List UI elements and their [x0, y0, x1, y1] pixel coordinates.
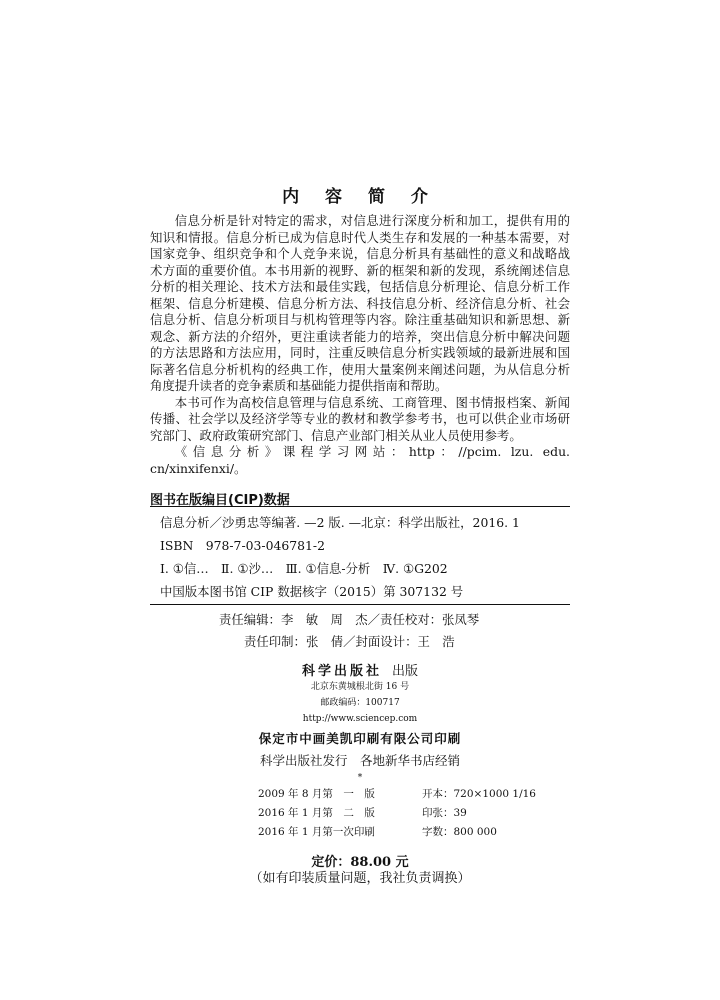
edition-date: 2016 年 1 月第 二 版 — [258, 807, 375, 819]
cip-title-line: 信息分析／沙勇忠等编著. —2 版. —北京：科学出版社，2016. 1 — [160, 515, 520, 530]
edition-spec: 字数：800 000 — [422, 826, 497, 838]
edition-spec: 开本：720×1000 1/16 — [422, 788, 536, 800]
edition-date: 2016 年 1 月第一次印刷 — [258, 826, 375, 838]
separator-star: * — [357, 773, 363, 783]
cip-subject-line: Ⅰ. ①信… Ⅱ. ①沙… Ⅲ. ①信息-分析 Ⅳ. ①G202 — [160, 561, 448, 576]
edition-row — [258, 785, 578, 804]
cip-heading: 图书在版编目(CIP)数据 — [150, 493, 290, 508]
summary-paragraph: 本书可作为高校信息管理与信息系统、工商管理、图书情报档案、新闻传播、社会学以及经济学等专业的教材和教学参考书，也可以供企业市场研究部门、政府政策研究部门、信息产业部门相关从业人员使用参考。 — [150, 394, 570, 443]
cip-bottom-rule — [150, 604, 570, 605]
cip-record — [160, 511, 570, 603]
course-website: 《信息分析》课程学习网站：http：//pcim. lzu. edu. cn/xinxifenxi/。 — [150, 444, 570, 476]
cip-number-line: 中国版本图书馆 CIP 数据核字（2015）第 307132 号 — [160, 584, 464, 599]
summary-body — [150, 213, 570, 477]
cip-isbn-line: ISBN 978-7-03-046781-2 — [160, 538, 325, 553]
edition-row — [258, 804, 578, 823]
publisher-name: 科学出版社 — [301, 664, 382, 679]
publisher-postcode: 邮政编码：100717 — [320, 698, 400, 708]
publisher-suffix: 出版 — [392, 664, 419, 679]
summary-paragraph: 信息分析是针对特定的需求，对信息进行深度分析和加工，提供有用的知识和情报。信息分析已成为信息时代人类生存和发展的一种基本需要，对国家竞争、组织竞争和个人竞争来说，信息分析具有基础性的意义和战略战术方面的重要价值。本书用新的视野、新的框架和新的发现，系统阐述信息分析的相关理论、技术方法和最佳实践，包括信息分析理论、信息分析工作框架、信息分析建模、信息分析方法、科技信息分析、经济信息分析、社会信息分析、信息分析项目与机构管理等内容。除注重基础知识和新思想、新观念、新方法的介绍外，更注重读者能力的培养，突出信息分析中解决问题的方法思路和方法应用，同时，注重反映信息分析实践领域的最新进展和国际著名信息分析机构的经典工作，使用大量案例来阐述问题，为从信息分析角度提升读者的竞争素质和基础能力提供指南和帮助。 — [150, 213, 570, 393]
publisher-website: http://www.sciencep.com — [302, 714, 418, 724]
summary-heading: 内 容 简 介 — [282, 187, 438, 207]
edition-date: 2009 年 8 月第 一 版 — [258, 788, 375, 800]
edition-info — [258, 785, 578, 842]
publisher-block — [0, 660, 720, 783]
credits-print-cover: 责任印制：张 倩／封面设计：王 浩 — [244, 634, 455, 649]
edition-row — [258, 823, 578, 842]
price: 定价：88.00 元 — [311, 855, 409, 870]
return-note: （如有印装质量问题，我社负责调换） — [249, 871, 471, 886]
cip-top-rule — [150, 506, 570, 507]
edition-spec: 印张：39 — [422, 807, 467, 819]
distribution-line: 科学出版社发行 各地新华书店经销 — [259, 753, 460, 768]
credits-editors: 责任编辑：李 敏 周 杰／责任校对：张凤琴 — [219, 612, 480, 627]
publisher-address: 北京东黄城根北街 16 号 — [310, 682, 410, 692]
publisher-line — [0, 660, 720, 679]
printer-line: 保定市中画美凯印刷有限公司印刷 — [258, 731, 462, 746]
